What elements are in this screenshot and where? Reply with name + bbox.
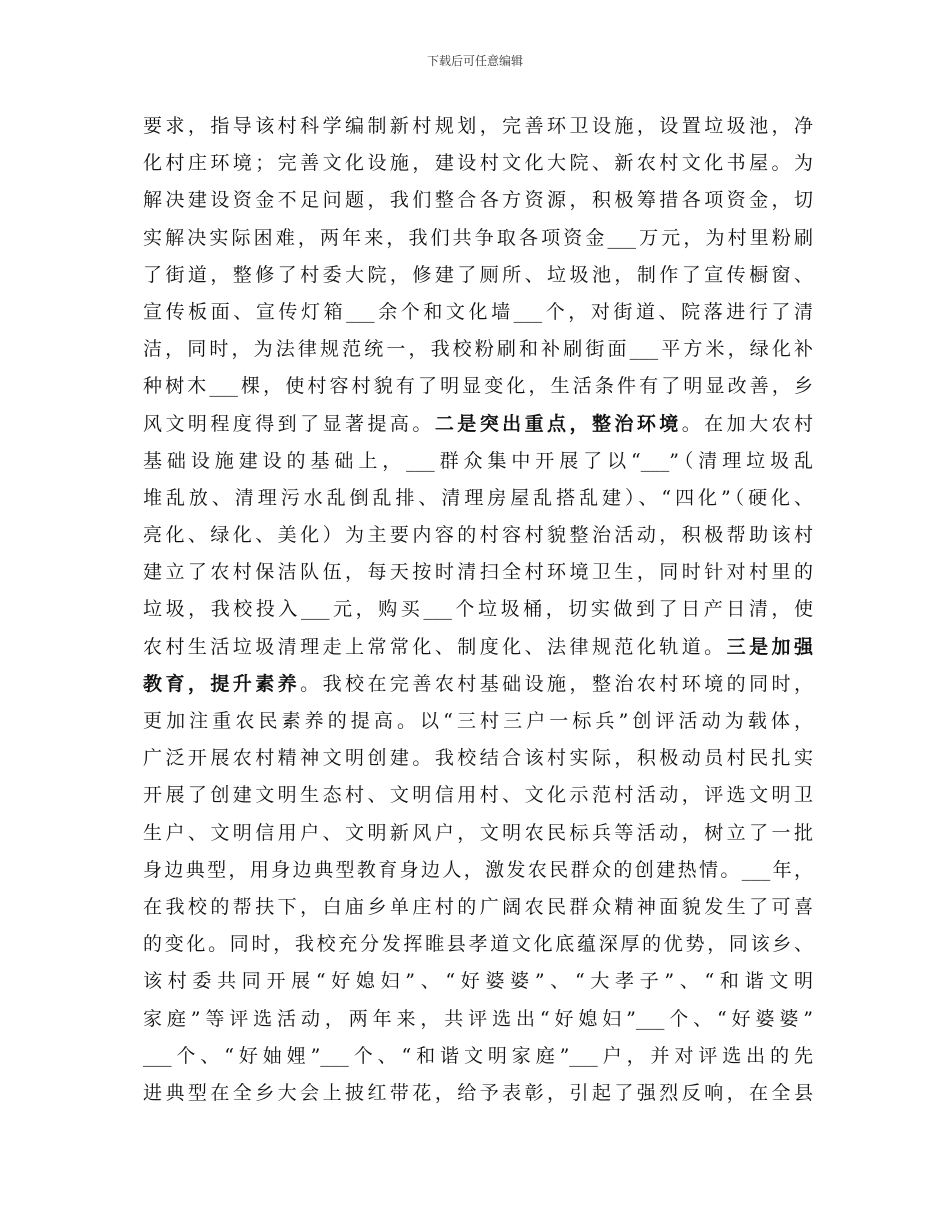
bold-heading-text: 三是加强: [726, 635, 813, 658]
text-line: [143, 368, 813, 405]
text-line: [143, 889, 813, 926]
text-line: [143, 740, 813, 777]
text-line: [143, 926, 813, 963]
text-segment: 种树木___棵，使村容村貌有了明显变化，生活条件有了明显改善，乡: [143, 375, 813, 398]
text-segment: 宣传板面、宣传灯箱___余个和文化墙___个，对街道、院落进行了清: [143, 300, 813, 323]
text-line: [143, 703, 813, 740]
text-segment: 解决建设资金不足问题，我们整合各方资源，积极筹措各项资金，切: [143, 189, 813, 212]
bold-heading-text: 二是突出重点，整治环境: [434, 412, 682, 435]
text-segment: 广泛开展农村精神文明创建。我校结合该村实际，积极动员村民扎实: [143, 747, 813, 770]
text-segment: 在我校的帮扶下，白庙乡单庄村的广阔农民群众精神面貌发生了可喜: [143, 895, 813, 918]
text-line: [143, 1001, 813, 1038]
text-segment: 更加注重农民素养的提高。以“三村三户一标兵”创评活动为载体，: [143, 710, 813, 732]
text-line: [143, 257, 813, 294]
text-line: [143, 777, 813, 814]
text-line: [143, 517, 813, 554]
text-line: [143, 963, 813, 1000]
text-line: [143, 554, 813, 591]
page-header: 下载后可任意编辑: [426, 54, 523, 68]
text-segment: 进典型在全乡大会上披红带花，给予表彰，引起了强烈反响，在全县: [143, 1081, 813, 1104]
text-segment: ___个、“好妯娌”___个、“和谐文明家庭”___户，并对评选出的先: [143, 1044, 813, 1067]
text-segment: 身边典型，用身边典型教育身边人，激发农民群众的创建热情。___年，: [143, 858, 813, 881]
text-line: [143, 145, 813, 182]
text-line: [143, 108, 813, 145]
bold-heading-text: 教育，提升素养: [143, 672, 301, 695]
text-segment: 建立了农村保洁队伍，每天按时清扫全村环境卫生，同时针对村里的: [143, 561, 813, 584]
text-line: [143, 182, 813, 219]
text-line: [143, 220, 813, 257]
text-segment: 风文明程度得到了显著提高。: [143, 412, 435, 435]
text-line: [143, 852, 813, 889]
text-line: [143, 815, 813, 852]
text-segment: 要求，指导该村科学编制新村规划，完善环卫设施，设置垃圾池，净: [143, 115, 813, 137]
text-segment: 垃圾，我校投入___元，购买___个垃圾桶，切实做到了日产日清，使: [143, 598, 813, 621]
text-segment: 实解决实际困难，两年来，我们共争取各项资金___万元，为村里粉刷: [143, 226, 813, 249]
text-segment: 家庭”等评选活动，两年来，共评选出“好媳妇”___个、“好婆婆”: [143, 1007, 813, 1030]
text-segment: 。我校在完善农村基础设施，整治农村环境的同时，: [300, 672, 813, 695]
text-line: [143, 443, 813, 480]
text-line: [143, 666, 813, 703]
text-line: [143, 294, 813, 331]
body-text: [143, 108, 813, 1112]
text-segment: 基础设施建设的基础上，___群众集中开展了以“___”（清理垃圾乱: [143, 449, 813, 472]
text-segment: 该村委共同开展“好媳妇”、“好婆婆”、“大孝子”、“和谐文明: [143, 970, 813, 993]
text-line: [143, 406, 813, 443]
text-line: [143, 629, 813, 666]
text-line: [143, 1075, 813, 1112]
text-segment: 亮化、绿化、美化）为主要内容的村容村貌整治活动，积极帮助该村: [143, 524, 813, 547]
text-line: [143, 591, 813, 628]
text-segment: 了街道，整修了村委大院，修建了厕所、垃圾池，制作了宣传橱窗、: [143, 263, 813, 286]
text-segment: 的变化。同时，我校充分发挥睢县孝道文化底蕴深厚的优势，同该乡、: [143, 933, 813, 956]
text-line: [143, 480, 813, 517]
text-segment: 。在加大农村: [681, 412, 813, 435]
text-segment: 洁，同时，为法律规范统一，我校粉刷和补刷街面___平方米，绿化补: [143, 338, 813, 361]
text-segment: 农村生活垃圾清理走上常常化、制度化、法律规范化轨道。: [143, 635, 727, 658]
text-line: [143, 1038, 813, 1075]
text-segment: 开展了创建文明生态村、文明信用村、文化示范村活动，评选文明卫: [143, 784, 813, 807]
text-segment: 化村庄环境；完善文化设施，建设村文化大院、新农村文化书屋。为: [143, 152, 813, 175]
text-segment: 生户、文明信用户、文明新风户，文明农民标兵等活动，树立了一批: [143, 821, 813, 844]
text-segment: 堆乱放、清理污水乱倒乱排、清理房屋乱搭乱建）、“四化”（硬化、: [143, 486, 813, 509]
text-line: [143, 331, 813, 368]
